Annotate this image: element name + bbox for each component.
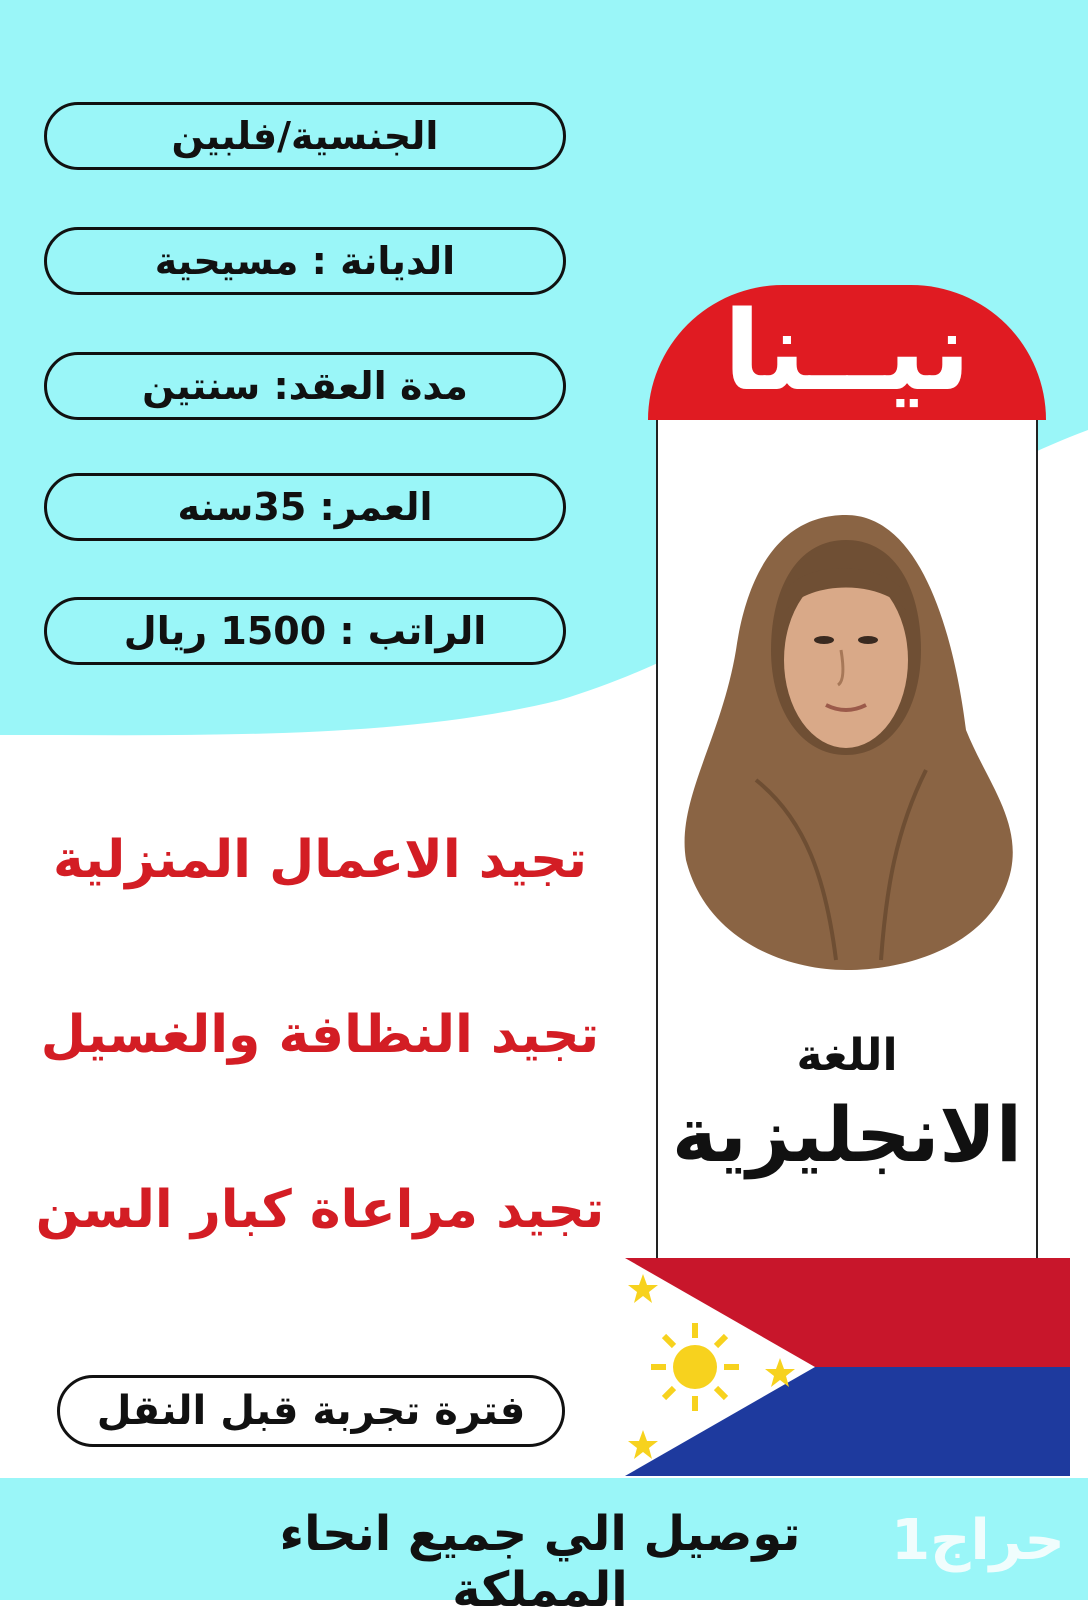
salary-pill: الراتب : 1500 ريال [44,597,566,665]
delivery-text: توصيل الي جميع انحاء المملكة [279,1506,801,1618]
profile-card [656,285,1038,1260]
skill-cleaning: تجيد النظافة والغسيل [40,1005,600,1065]
portrait-photo [666,500,1026,980]
card-header [648,285,1046,420]
language-value: الانجليزية [672,1090,1022,1179]
worker-name: نيــنا [723,287,971,415]
age-pill: العمر: 35سنه [44,473,566,541]
trial-period-pill: فترة تجربة قبل النقل [57,1375,565,1447]
language-label: اللغة [796,1030,898,1081]
contract-pill: مدة العقد: سنتين [44,352,566,420]
philippines-flag-icon [625,1258,1070,1476]
skill-elderly-care: تجيد مراعاة كبار السن [35,1180,605,1240]
nationality-pill: الجنسية/فلبين [44,102,566,170]
skill-housework: تجيد الاعمال المنزلية [52,830,588,890]
watermark: حراج1 [891,1508,1065,1573]
religion-pill: الديانة : مسيحية [44,227,566,295]
